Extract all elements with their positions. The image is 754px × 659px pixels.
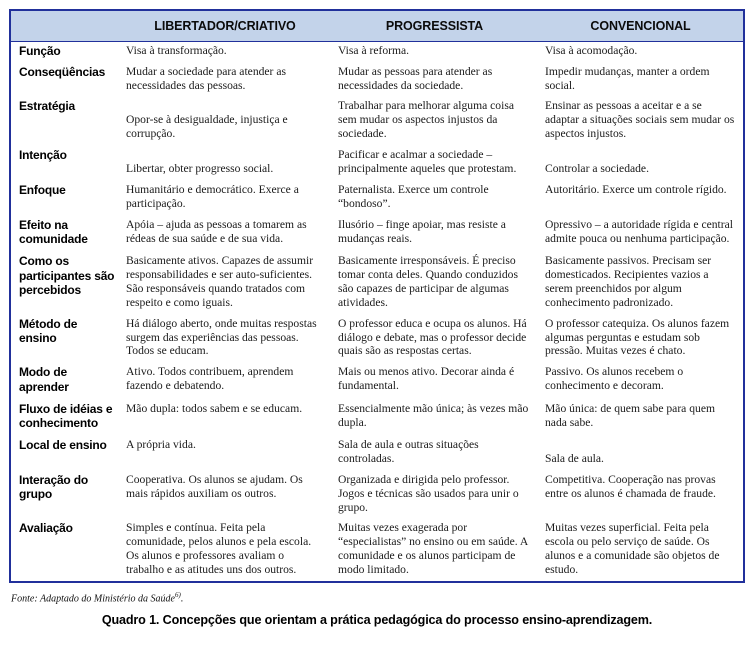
cell-progressista: Mudar as pessoas para atender as necessidades da sociedade. [331, 62, 538, 97]
row-label: Método de ensino [11, 314, 119, 363]
row-label: Efeito na comunidade [11, 215, 119, 251]
comparison-table [11, 11, 743, 581]
cell-convencional: Impedir mudanças, manter a ordem social. [538, 62, 743, 97]
row-label: Intenção [11, 145, 119, 180]
table-row [11, 314, 743, 363]
row-label: Avaliação [11, 518, 119, 581]
cell-progressista: Organizada e dirigida pelo professor. Jogos e técnicas são usados para unir o grupo. [331, 470, 538, 519]
cell-libertador: Simples e contínua. Feita pela comunidade, pelos alunos e pela escola. Os alunos e professores avaliam o trabalho e as atitudes uns dos outros. [119, 518, 331, 581]
row-label: Função [11, 42, 119, 62]
cell-progressista: Visa à reforma. [331, 42, 538, 62]
cell-progressista: Paternalista. Exerce um controle “bondoso”. [331, 180, 538, 215]
cell-libertador: Mudar a sociedade para atender as necessidades das pessoas. [119, 62, 331, 97]
row-label: Local de ensino [11, 435, 119, 470]
source-note: Fonte: Adaptado do Ministério da Saúde$^{6)}$. [11, 591, 184, 605]
cell-libertador: Humanitário e democrático. Exerce a participação. [119, 180, 331, 215]
source-text: Fonte: Adaptado do Ministério da Saúde [11, 593, 175, 605]
cell-progressista: O professor educa e ocupa os alunos. Há diálogo e debate, mas o professor decide quais são as respostas certas. [331, 314, 538, 363]
cell-convencional: Sala de aula. [538, 435, 743, 470]
table-row [11, 435, 743, 470]
cell-convencional: Competitiva. Cooperação nas provas entre os alunos é chamada de fraude. [538, 470, 743, 519]
header-cell-convencional: CONVENCIONAL [538, 11, 743, 42]
cell-progressista: Muitas vezes exagerada por “especialistas” no ensino ou em saúde. A comunidade e os alunos participam de modo limitado. [331, 518, 538, 581]
row-label: Fluxo de idéias e conhecimento [11, 399, 119, 435]
cell-progressista: Essencialmente mão única; às vezes mão dupla. [331, 399, 538, 435]
cell-progressista: Mais ou menos ativo. Decorar ainda é fundamental. [331, 362, 538, 398]
table-row [11, 215, 743, 251]
cell-libertador: Ativo. Todos contribuem, aprendem fazendo e debatendo. [119, 362, 331, 398]
row-label: Conseqüências [11, 62, 119, 97]
cell-progressista: Sala de aula e outras situações controladas. [331, 435, 538, 470]
cell-libertador: Opor-se à desigualdade, injustiça e corrupção. [119, 96, 331, 145]
cell-convencional: Autoritário. Exerce um controle rígido. [538, 180, 743, 215]
table-row [11, 62, 743, 97]
cell-libertador: Basicamente ativos. Capazes de assumir responsabilidades e ser auto-suficientes. São responsáveis quando tratados com respeito e como iguais. [119, 251, 331, 314]
cell-libertador: Há diálogo aberto, onde muitas respostas surgem das experiências das pessoas. Todos se educam. [119, 314, 331, 363]
row-label: Modo de aprender [11, 362, 119, 398]
table-row [11, 518, 743, 581]
table-row [11, 362, 743, 398]
header-cell-progressista: PROGRESSISTA [331, 11, 538, 42]
cell-progressista: Pacificar e acalmar a sociedade – principalmente aqueles que protestam. [331, 145, 538, 180]
cell-libertador: Mão dupla: todos sabem e se educam. [119, 399, 331, 435]
cell-convencional: Opressivo – a autoridade rígida e central admite pouca ou nenhuma participação. [538, 215, 743, 251]
cell-libertador: Visa à transformação. [119, 42, 331, 62]
row-label: Enfoque [11, 180, 119, 215]
cell-convencional: O professor catequiza. Os alunos fazem algumas perguntas e estudam sob pressão. Muitas vezes é chato. [538, 314, 743, 363]
cell-convencional: Ensinar as pessoas a aceitar e a se adaptar a situações sociais sem mudar os aspectos injustos. [538, 96, 743, 145]
cell-convencional: Visa à acomodação. [538, 42, 743, 62]
cell-progressista: Trabalhar para melhorar alguma coisa sem mudar os aspectos injustos da sociedade. [331, 96, 538, 145]
cell-libertador: A própria vida. [119, 435, 331, 470]
cell-progressista: Ilusório – finge apoiar, mas resiste a mudanças reais. [331, 215, 538, 251]
table-row [11, 399, 743, 435]
row-label: Interação do grupo [11, 470, 119, 519]
comparison-table-container [9, 9, 745, 583]
row-label: Como os participantes são percebidos [11, 251, 119, 314]
cell-libertador: Apóia – ajuda as pessoas a tomarem as rédeas de sua saúde e de sua vida. [119, 215, 331, 251]
cell-convencional: Passivo. Os alunos recebem o conhecimento e decoram. [538, 362, 743, 398]
table-row [11, 251, 743, 314]
header-row [11, 11, 743, 42]
cell-convencional: Mão única: de quem sabe para quem nada sabe. [538, 399, 743, 435]
cell-convencional: Controlar a sociedade. [538, 145, 743, 180]
table-row [11, 42, 743, 62]
table-row [11, 96, 743, 145]
cell-convencional: Muitas vezes superficial. Feita pela escola ou pelo serviço de saúde. Os alunos e a comunidade são objetos de estudo. [538, 518, 743, 581]
table-row [11, 145, 743, 180]
cell-libertador: Libertar, obter progresso social. [119, 145, 331, 180]
cell-progressista: Basicamente irresponsáveis. É preciso tomar conta deles. Quando conduzidos são capazes de participar de algumas atividades. [331, 251, 538, 314]
table-row [11, 470, 743, 519]
table-body [11, 42, 743, 582]
row-label: Estratégia [11, 96, 119, 145]
figure-caption: Quadro 1. Concepções que orientam a prática pedagógica do processo ensino-aprendizagem. [101, 613, 653, 627]
cell-libertador: Cooperativa. Os alunos se ajudam. Os mais rápidos auxiliam os outros. [119, 470, 331, 519]
header-cell-blank [11, 11, 119, 42]
source-reference: 6) [174, 591, 181, 599]
cell-convencional: Basicamente passivos. Precisam ser domesticados. Recipientes vazios a serem preenchidos por algum conhecimento padronizado. [538, 251, 743, 314]
header-cell-libertador: LIBERTADOR/CRIATIVO [119, 11, 331, 42]
table-header [11, 11, 743, 42]
table-row [11, 180, 743, 215]
